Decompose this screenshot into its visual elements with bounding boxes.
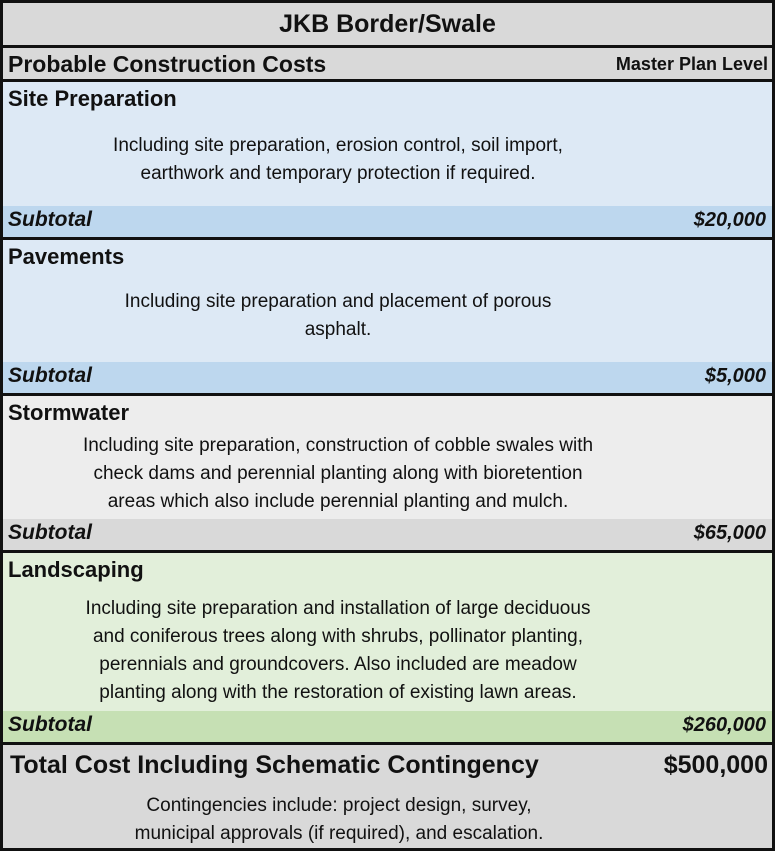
section-title: Stormwater [8, 400, 130, 425]
description-line: Including site preparation and installation of large deciduous [85, 598, 591, 619]
section-description [3, 132, 673, 188]
section-description [3, 595, 673, 707]
header-probable-costs: Probable Construction Costs [8, 51, 327, 77]
total-label: Total Cost Including Schematic Contingency [10, 751, 539, 779]
section-pavements [3, 240, 772, 396]
section-site-preparation [3, 82, 772, 240]
section-description [3, 288, 673, 344]
subtotal-amount: $5,000 [704, 365, 766, 387]
description-line: asphalt. [304, 319, 372, 340]
subtotal-row [3, 711, 772, 742]
description-line: Contingencies include: project design, survey, [146, 795, 532, 816]
description-line: Including site preparation, erosion control, soil import, [113, 135, 563, 156]
section-title: Site Preparation [8, 86, 177, 111]
description-line: planting along with the restoration of existing lawn areas. [99, 682, 577, 703]
subtotal-label: Subtotal [8, 521, 92, 544]
total-description [3, 792, 675, 848]
description-line: and coniferous trees along with shrubs, pollinator planting, [92, 626, 584, 647]
subtotal-label: Subtotal [8, 713, 92, 736]
subtotal-label: Subtotal [8, 208, 92, 231]
subtotal-row [3, 362, 772, 393]
section-stormwater [3, 396, 772, 553]
section-landscaping [3, 553, 772, 745]
subtotal-amount: $20,000 [693, 209, 766, 231]
section-title: Pavements [8, 244, 125, 269]
description-line: perennials and groundcovers. Also included are meadow [99, 654, 577, 675]
subtotal-label: Subtotal [8, 364, 92, 387]
description-line: areas which also include perennial planting and mulch. [107, 491, 569, 512]
description-line: earthwork and temporary protection if required. [140, 163, 536, 184]
description-line: Including site preparation, construction of cobble swales with [82, 435, 594, 456]
description-line: check dams and perennial planting along with bioretention [93, 463, 583, 484]
subtotal-amount: $260,000 [682, 714, 766, 736]
total-amount: $500,000 [663, 751, 768, 779]
sheet-title: JKB Border/Swale [3, 3, 772, 48]
subtotal-row [3, 519, 772, 550]
subtotal-amount: $65,000 [693, 522, 766, 544]
subtotal-row [3, 206, 772, 237]
total-section [3, 745, 772, 848]
sheet-header [3, 48, 772, 82]
section-title: Landscaping [8, 557, 144, 582]
header-master-plan-level: Master Plan Level [615, 54, 768, 74]
section-description [3, 432, 673, 516]
description-line: Including site preparation and placement of porous [124, 291, 552, 312]
description-line: municipal approvals (if required), and escalation. [134, 823, 544, 844]
